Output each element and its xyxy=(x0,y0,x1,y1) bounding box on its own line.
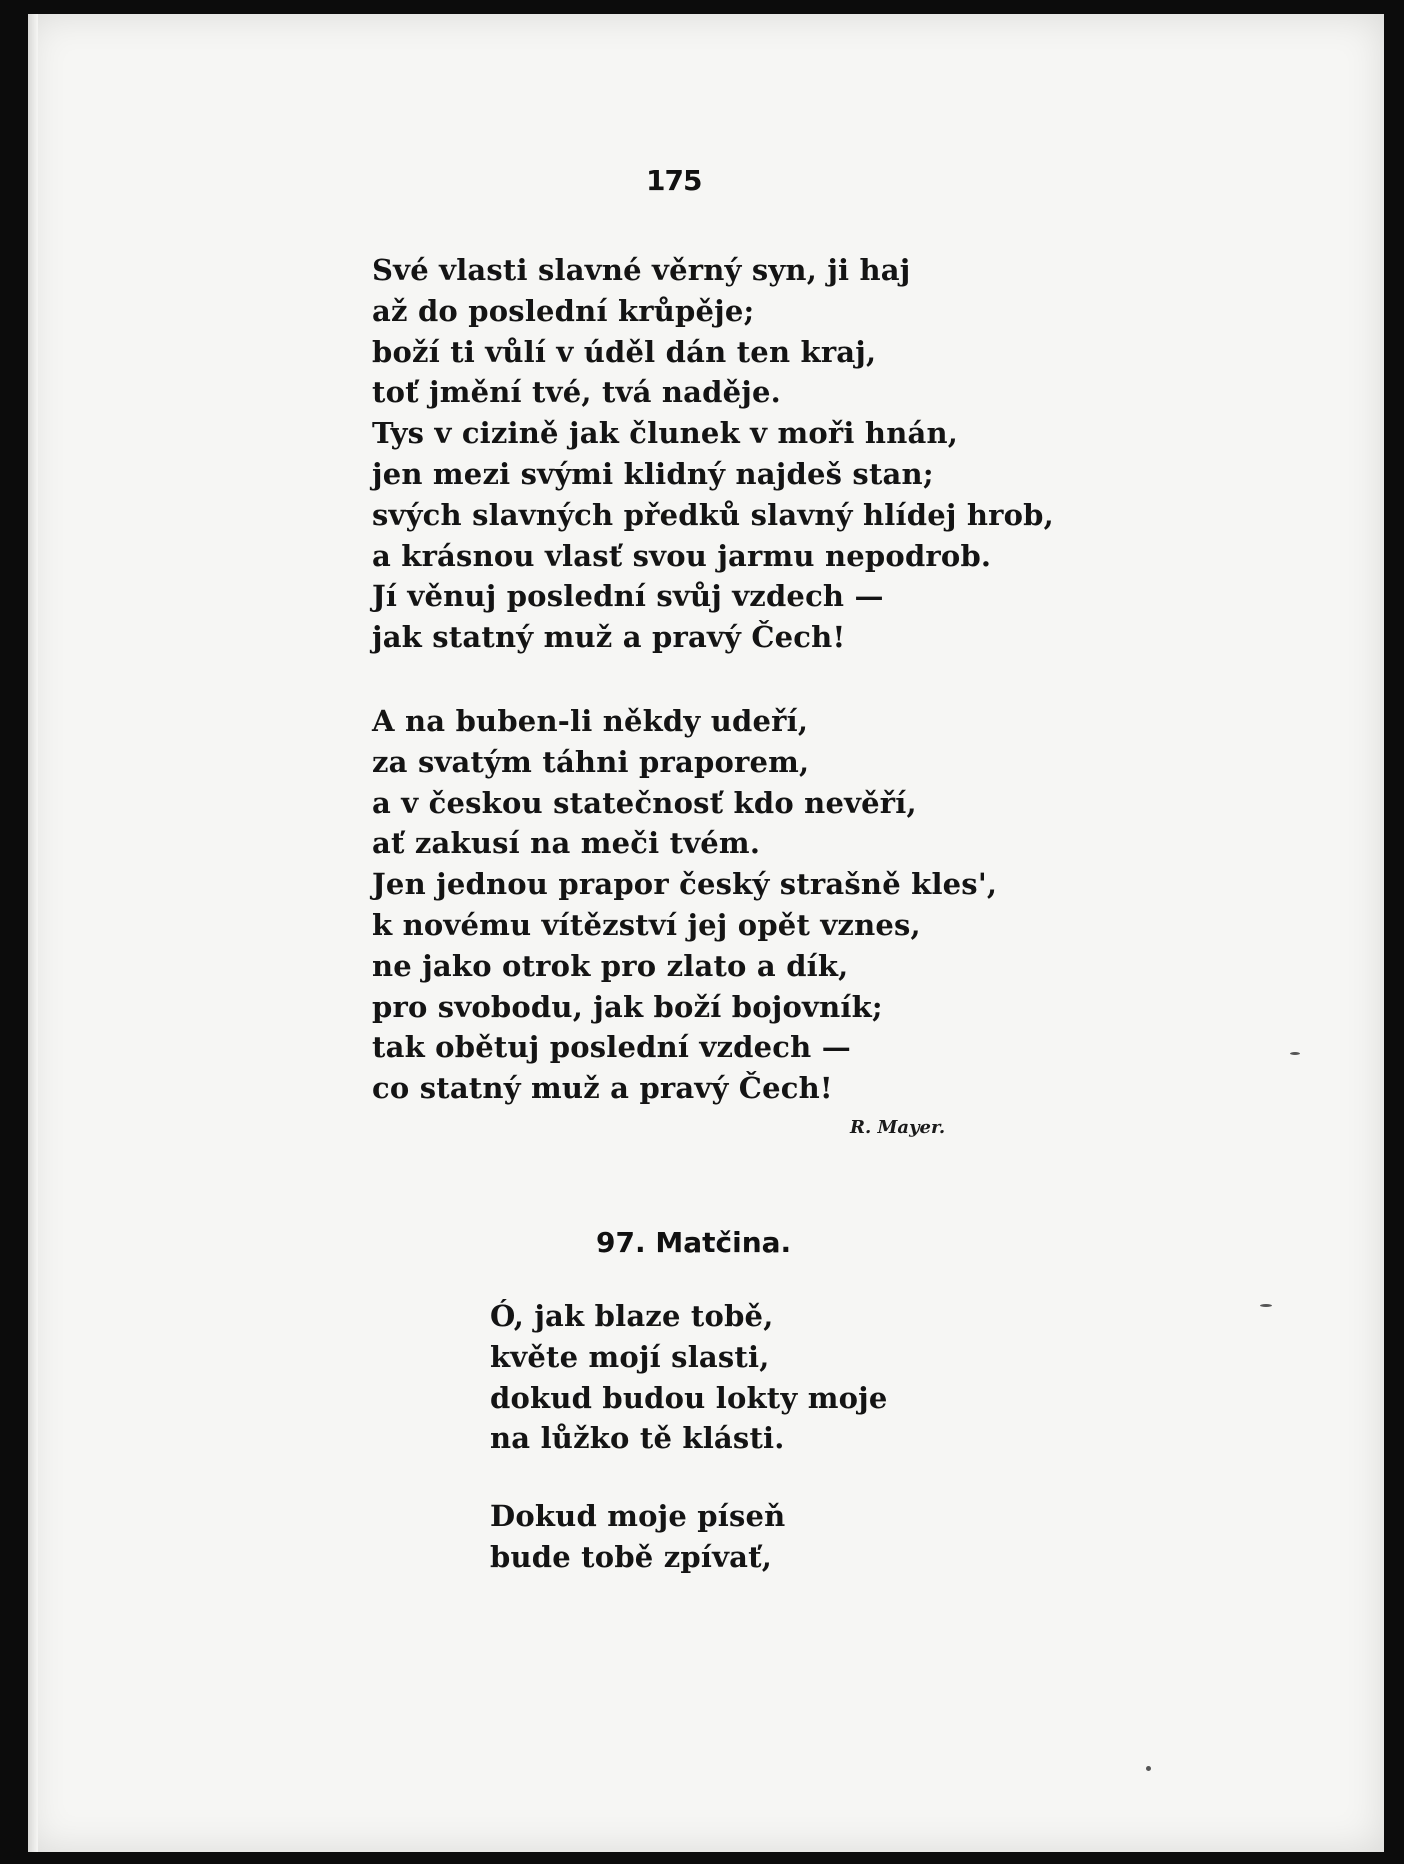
verse-line: a v českou statečnosť kdo nevěří, xyxy=(372,785,917,820)
verse-line: boží ti vůlí v úděl dán ten kraj, xyxy=(372,334,877,369)
verse-line: za svatým táhni praporem, xyxy=(372,744,810,779)
verse-line: Dokud moje píseň xyxy=(490,1499,786,1533)
verse-line: toť jmění tvé, tvá naděje. xyxy=(372,375,781,410)
verse-line: bude tobě zpívať, xyxy=(490,1539,773,1574)
verse-line: A na buben-li někdy udeří, xyxy=(372,704,809,738)
ink-speck xyxy=(1146,1766,1151,1771)
verse-line: tak obětuj poslední vzdech — xyxy=(372,1030,851,1065)
verse-line: a krásnou vlasť svou jarmu nepodrob. xyxy=(372,538,992,573)
page-binding-edge xyxy=(28,14,38,1852)
verse-line: jen mezi svými klidný najdeš stan; xyxy=(372,456,934,491)
verse-line: Ó, jak blaze tobě, xyxy=(490,1299,774,1333)
ink-speck xyxy=(1290,1052,1300,1055)
verse-line: jak statný muž a pravý Čech! xyxy=(372,620,846,655)
verse-line: Své vlasti slavné věrný syn, ji haj xyxy=(372,253,911,287)
verse-line: Tys v cizině jak člunek v moři hnán, xyxy=(372,416,959,451)
poem-stanza-1 xyxy=(372,250,1054,658)
page-number: 175 xyxy=(646,164,702,197)
verse-line: k novému vítězství jej opět vznes, xyxy=(372,907,921,942)
verse-line: až do poslední krůpěje; xyxy=(372,293,755,328)
verse-line: co statný muž a pravý Čech! xyxy=(372,1071,833,1106)
verse-line: květe mojí slasti, xyxy=(490,1339,770,1374)
poem-stanza-3 xyxy=(490,1296,888,1459)
ink-speck xyxy=(1260,1304,1272,1307)
verse-line: pro svobodu, jak boží bojovník; xyxy=(372,989,883,1024)
verse-line: svých slavných předků slavný hlídej hrob, xyxy=(372,497,1054,532)
verse-line: Jí věnuj poslední svůj vzdech — xyxy=(372,579,884,614)
verse-line: ne jako otrok pro zlato a dík, xyxy=(372,948,849,983)
page-paper xyxy=(28,14,1384,1852)
verse-line: dokud budou lokty moje xyxy=(490,1380,888,1415)
poem-stanza-2 xyxy=(372,701,997,1109)
poem-stanza-4 xyxy=(490,1496,785,1578)
poem-heading: 97. Matčina. xyxy=(596,1226,792,1259)
author-signature: R. Mayer. xyxy=(850,1117,946,1138)
verse-line: na lůžko tě klásti. xyxy=(490,1421,785,1456)
verse-line: ať zakusí na meči tvém. xyxy=(372,826,761,861)
verse-line: Jen jednou prapor český strašně kles', xyxy=(372,867,998,902)
